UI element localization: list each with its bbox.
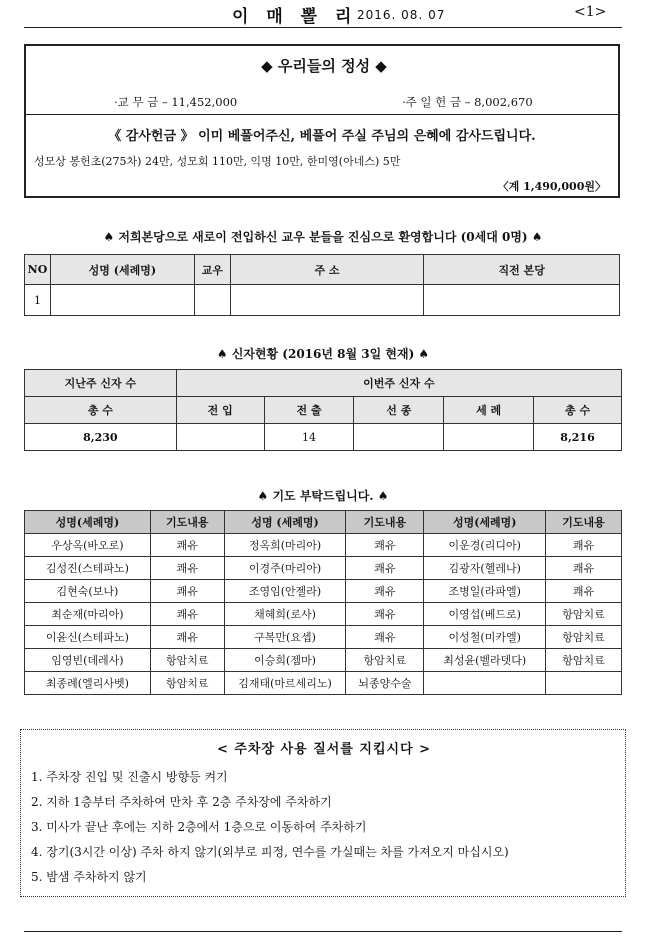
last-total-header: 총 수 — [25, 397, 177, 424]
table-cell: 최순재(마리아) — [25, 603, 151, 626]
table-cell: 쾌유 — [346, 580, 424, 603]
column-header: 기도내용 — [150, 511, 224, 534]
parking-rule: 4. 장기(3시간 이상) 주차 하지 않기(외부로 피정, 연수를 가실때는 차를 가져오지 마십시오) — [31, 845, 509, 859]
believers-table — [24, 369, 622, 451]
table-cell: 우상옥(바오로) — [25, 534, 151, 557]
table-cell: 조영임(안젤라) — [224, 580, 346, 603]
last-week-header: 지난주 신자 수 — [25, 370, 177, 397]
column-header: 기도내용 — [346, 511, 424, 534]
table-header-row — [25, 511, 622, 534]
table-cell: 쾌유 — [546, 557, 622, 580]
offering-title: ◆ 우리들의 정성 ◆ — [261, 57, 387, 75]
thanks-offering-title: 《 감사헌금 》 이미 베풀어주신, 베풀어 주실 주님의 은혜에 감사드립니다. — [108, 129, 536, 144]
table-cell: 김재태(마르세리노) — [224, 672, 346, 695]
column-header: 성명(세례명) — [424, 511, 546, 534]
parking-notice-box — [20, 729, 626, 897]
column-header: 성명 (세례명) — [224, 511, 346, 534]
table-cell — [230, 285, 424, 316]
parking-rule: 3. 미사가 끝난 후에는 지하 2층에서 1층으로 이동하여 주차하기 — [31, 820, 367, 834]
table-cell: 김광자(헬레나) — [424, 557, 546, 580]
table-cell — [176, 424, 264, 451]
table-row — [25, 557, 622, 580]
table-cell: 항암치료 — [546, 626, 622, 649]
column-header: 세 례 — [444, 397, 534, 424]
column-header: 전 입 — [176, 397, 264, 424]
column-header: 성명 (세례명) — [50, 255, 194, 285]
table-cell: 쾌유 — [150, 534, 224, 557]
thanks-offering-list: 성모상 봉헌초(275차) 24만, 성모회 110만, 익명 10만, 한미영(아네스) 5만 — [34, 155, 401, 168]
table-row — [25, 285, 620, 316]
table-cell: 쾌유 — [346, 557, 424, 580]
table-cell: 항암치료 — [546, 603, 622, 626]
table-cell: 이영섭(베드로) — [424, 603, 546, 626]
this-week-total: 8,216 — [534, 424, 622, 451]
footer-rule — [24, 931, 622, 932]
table-cell — [546, 672, 622, 695]
table-cell — [50, 285, 194, 316]
prayer-title: ♠ 기도 부탁드립니다. ♠ — [257, 489, 389, 503]
column-header: 성명(세례명) — [25, 511, 151, 534]
offering-sunday: ·주 일 헌 금 – 8,002,670 — [402, 95, 533, 109]
table-cell: 임영빈(데레사) — [25, 649, 151, 672]
table-cell: 이승희(젬마) — [224, 649, 346, 672]
believers-title: ♠ 신자현황 (2016년 8월 3일 현재) ♠ — [216, 347, 430, 361]
table-cell — [424, 285, 620, 316]
table-row — [25, 626, 622, 649]
column-header: 선 종 — [354, 397, 444, 424]
table-cell: 최성윤(벨라뎃다) — [424, 649, 546, 672]
table-row — [25, 649, 622, 672]
registration-title: ♠ 저희본당으로 새로이 전입하신 교우 분들을 진심으로 환영합니다 (0세대 0명) ♠ — [103, 230, 543, 244]
table-cell: 김현숙(보나) — [25, 580, 151, 603]
prayer-table — [24, 510, 622, 695]
table-cell: 쾌유 — [546, 534, 622, 557]
offering-divider — [26, 114, 618, 115]
table-row — [25, 603, 622, 626]
offering-box — [24, 44, 620, 198]
column-header: 기도내용 — [546, 511, 622, 534]
table-cell: 쾌유 — [150, 557, 224, 580]
bulletin-title: 이 매 뽈 리 — [232, 7, 358, 27]
table-cell: 뇌종양수술 — [346, 672, 424, 695]
this-total-header: 총 수 — [534, 397, 622, 424]
table-cell: 항암치료 — [546, 649, 622, 672]
thanks-offering-total: 〈계 1,490,000원〉 — [497, 180, 606, 193]
table-cell: 항암치료 — [150, 649, 224, 672]
column-header: 전 출 — [264, 397, 354, 424]
table-cell — [194, 285, 230, 316]
table-cell: 이성철(미카엘) — [424, 626, 546, 649]
column-header: 교우 — [194, 255, 230, 285]
table-cell: 이운경(리디아) — [424, 534, 546, 557]
table-row — [25, 580, 622, 603]
table-header-row — [25, 255, 620, 285]
parking-title: < 주차장 사용 질서를 지킵시다 > — [216, 742, 432, 757]
table-cell: 김성진(스테파노) — [25, 557, 151, 580]
parking-rule: 5. 밤샘 주차하지 않기 — [31, 870, 147, 884]
table-cell: 쾌유 — [546, 580, 622, 603]
registration-table — [24, 254, 620, 316]
table-cell: 쾌유 — [346, 603, 424, 626]
page-number: <1> — [574, 4, 607, 20]
table-cell — [354, 424, 444, 451]
table-cell — [444, 424, 534, 451]
last-week-total: 8,230 — [25, 424, 177, 451]
offering-contribution: ·교 무 금 – 11,452,000 — [114, 95, 238, 109]
table-cell: 14 — [264, 424, 354, 451]
table-cell — [424, 672, 546, 695]
parking-rule: 2. 지하 1층부터 주차하여 만차 후 2층 주차장에 주차하기 — [31, 795, 332, 809]
header-rule — [24, 27, 622, 28]
table-cell: 항암치료 — [150, 672, 224, 695]
table-cell: 쾌유 — [150, 603, 224, 626]
table-cell: 쾌유 — [150, 626, 224, 649]
table-cell: 채혜희(로사) — [224, 603, 346, 626]
this-week-header: 이번주 신자 수 — [176, 370, 621, 397]
column-header: 주 소 — [230, 255, 424, 285]
table-cell: 정옥희(마리아) — [224, 534, 346, 557]
table-cell: 1 — [25, 285, 51, 316]
table-row — [25, 534, 622, 557]
bulletin-date: 2016. 08. 07 — [357, 8, 446, 22]
table-cell: 쾌유 — [346, 626, 424, 649]
column-header: 직전 본당 — [424, 255, 620, 285]
table-cell: 쾌유 — [150, 580, 224, 603]
parking-rule: 1. 주차장 진입 및 진출시 방향등 켜기 — [31, 770, 228, 784]
table-cell: 쾌유 — [346, 534, 424, 557]
column-header: NO — [25, 255, 51, 285]
table-cell: 구복만(요셉) — [224, 626, 346, 649]
table-cell: 조병일(라파엘) — [424, 580, 546, 603]
table-cell: 최종례(엘리사벳) — [25, 672, 151, 695]
table-row — [25, 672, 622, 695]
table-cell: 항암치료 — [346, 649, 424, 672]
table-cell: 이경주(마리아) — [224, 557, 346, 580]
table-cell: 이윤신(스테파노) — [25, 626, 151, 649]
